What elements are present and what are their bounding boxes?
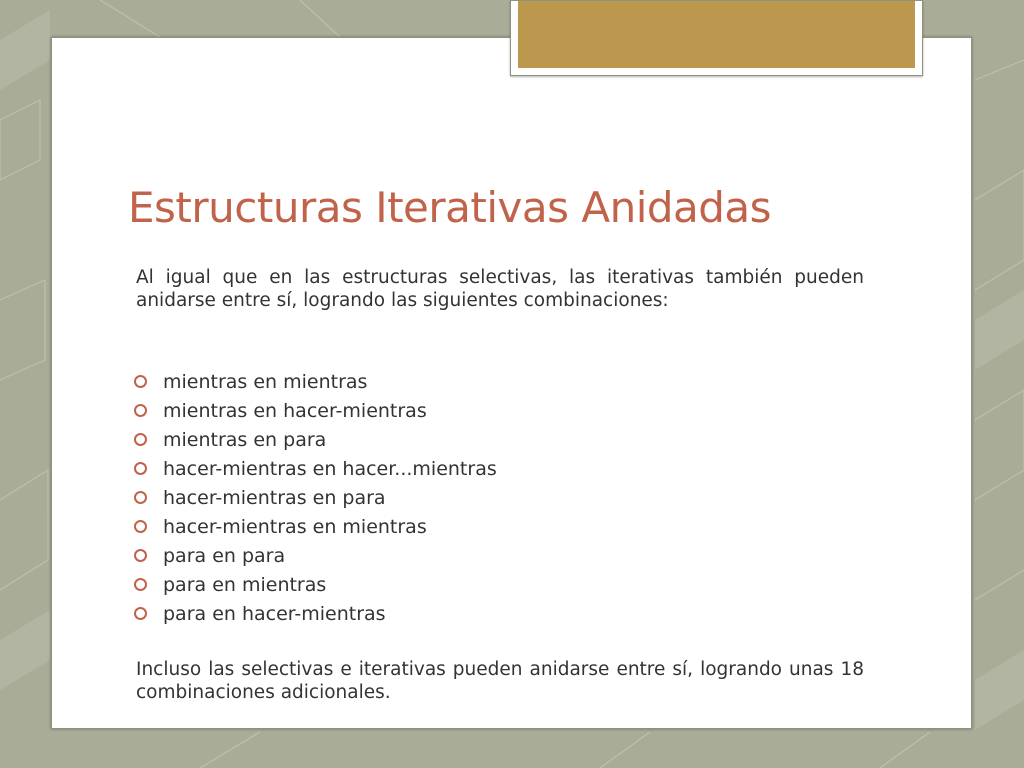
list-item-label: hacer-mientras en mientras [163,515,427,538]
list-item [134,599,874,628]
bullet-icon [134,375,147,388]
intro-paragraph: Al igual que en las estructuras selectivas, las iterativas también pueden anidarse entre sí, logrando las siguientes combinaciones: [136,267,864,311]
list-item-label: mientras en mientras [163,370,368,393]
bullet-icon [134,462,147,475]
accent-banner [510,0,923,76]
list-item [134,512,874,541]
accent-banner-fill [518,1,915,68]
list-item [134,425,874,454]
bullet-icon [134,491,147,504]
bullet-icon [134,433,147,446]
bullet-icon [134,549,147,562]
list-item-label: hacer-mientras en hacer...mientras [163,457,497,480]
bullet-icon [134,520,147,533]
combination-list [134,367,874,628]
list-item [134,454,874,483]
list-item [134,483,874,512]
list-item [134,570,874,599]
list-item-label: para en mientras [163,573,327,596]
closing-paragraph: Incluso las selectivas e iterativas pueden anidarse entre sí, logrando unas 18 combinaciones adicionales. [136,659,864,703]
list-item [134,367,874,396]
list-item-label: hacer-mientras en para [163,486,386,509]
slide-title: Estructuras Iterativas Anidadas [128,183,772,232]
bullet-icon [134,404,147,417]
list-item-label: para en hacer-mientras [163,602,386,625]
list-item [134,541,874,570]
bullet-icon [134,607,147,620]
list-item-label: para en para [163,544,286,567]
list-item-label: mientras en para [163,428,327,451]
list-item [134,396,874,425]
list-item-label: mientras en hacer-mientras [163,399,427,422]
bullet-icon [134,578,147,591]
